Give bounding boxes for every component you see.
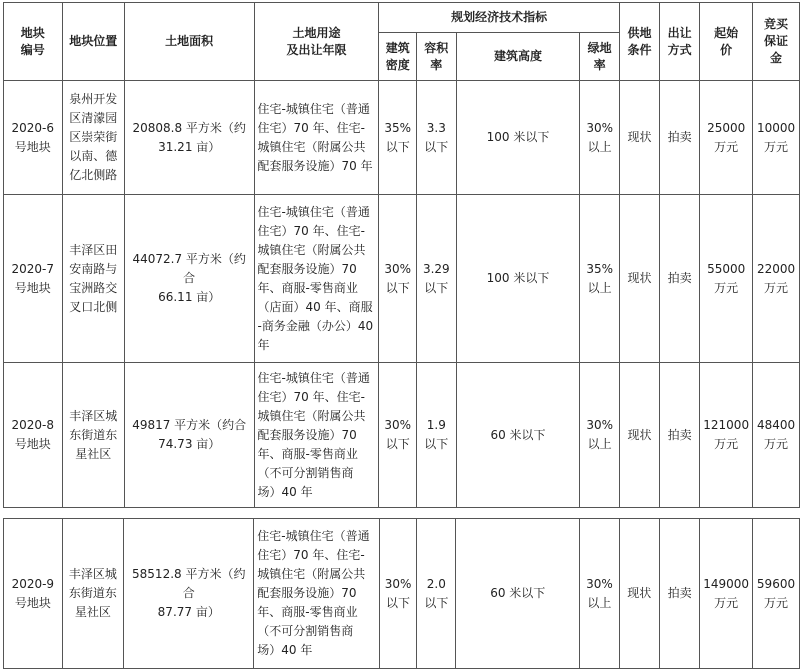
parcel-height: 100 米以下	[456, 81, 580, 195]
parcel-deposit: 10000 万元	[753, 81, 800, 195]
header-supply-condition: 供地 条件	[619, 3, 659, 81]
parcel-green: 30% 以上	[580, 363, 619, 508]
parcel-land-use: 住宅-城镇住宅（普通 住宅）70 年、住宅- 城镇住宅（附属公共 配套服务设施）70 年、商服-零售商业 （店面）40 年、商服 -商务金融（办公）40 年	[254, 195, 379, 363]
header-parcel-id: 地块 编号	[4, 3, 63, 81]
parcel-method: 拍卖	[660, 363, 700, 508]
header-planning-indicators: 规划经济技术指标	[379, 3, 620, 33]
parcel-deposit: 22000 万元	[753, 195, 800, 363]
parcel-supply: 现状	[619, 519, 659, 669]
parcel-method: 拍卖	[659, 519, 699, 669]
header-building-height: 建筑高度	[456, 33, 580, 81]
parcel-method: 拍卖	[660, 81, 700, 195]
parcel-height: 60 米以下	[456, 519, 580, 669]
parcel-method: 拍卖	[660, 195, 700, 363]
parcel-area: 44072.7 平方米（约合 66.11 亩）	[124, 195, 254, 363]
header-start-price: 起始 价	[700, 3, 753, 81]
header-land-use: 土地用途 及出让年限	[254, 3, 379, 81]
parcel-start-price: 25000 万元	[700, 81, 753, 195]
parcel-far: 3.3 以下	[417, 81, 457, 195]
parcel-land-use: 住宅-城镇住宅（普通 住宅）70 年、住宅- 城镇住宅（附属公共 配套服务设施）70 年、商服-零售商业 （不可分割销售商 场）40 年	[254, 363, 379, 508]
parcel-density: 30% 以下	[379, 363, 417, 508]
parcel-deposit: 59600 万元	[753, 519, 800, 669]
parcel-height: 60 米以下	[456, 363, 580, 508]
header-transfer-method: 出让 方式	[660, 3, 700, 81]
table-row	[4, 195, 800, 363]
parcel-green: 30% 以上	[580, 519, 620, 669]
parcel-location: 泉州开发 区清濛园 区崇荣街 以南、德 亿北侧路	[62, 81, 124, 195]
parcel-supply: 现状	[619, 363, 659, 508]
parcel-start-price: 55000 万元	[700, 195, 753, 363]
parcel-start-price: 149000 万元	[700, 519, 753, 669]
land-parcel-table	[3, 2, 800, 508]
land-parcel-table-continued	[3, 518, 800, 669]
parcel-density: 30% 以下	[379, 519, 417, 669]
table-row	[4, 81, 800, 195]
parcel-far: 1.9 以下	[417, 363, 457, 508]
parcel-location: 丰泽区城 东街道东 星社区	[62, 363, 124, 508]
header-building-density: 建筑 密度	[379, 33, 417, 81]
parcel-start-price: 121000 万元	[700, 363, 753, 508]
parcel-supply: 现状	[619, 81, 659, 195]
parcel-supply: 现状	[619, 195, 659, 363]
parcel-far: 3.29 以下	[417, 195, 457, 363]
parcel-id: 2020-8 号地块	[4, 363, 63, 508]
parcel-location: 丰泽区城 东街道东 星社区	[62, 519, 124, 669]
parcel-density: 30% 以下	[379, 195, 417, 363]
table-row	[4, 519, 800, 669]
parcel-area: 49817 平方米（约合 74.73 亩）	[124, 363, 254, 508]
parcel-id: 2020-7 号地块	[4, 195, 63, 363]
parcel-density: 35% 以下	[379, 81, 417, 195]
parcel-green: 35% 以上	[580, 195, 619, 363]
header-deposit: 竞买 保证 金	[753, 3, 800, 81]
header-area: 土地面积	[124, 3, 254, 81]
parcel-green: 30% 以上	[580, 81, 619, 195]
parcel-area: 20808.8 平方米（约 31.21 亩）	[124, 81, 254, 195]
parcel-land-use: 住宅-城镇住宅（普通 住宅）70 年、住宅- 城镇住宅（附属公共 配套服务设施）70 年	[254, 81, 379, 195]
parcel-height: 100 米以下	[456, 195, 580, 363]
header-floor-area-ratio: 容积 率	[417, 33, 457, 81]
header-green-ratio: 绿地 率	[580, 33, 619, 81]
parcel-location: 丰泽区田 安南路与 宝洲路交 叉口北侧	[62, 195, 124, 363]
page-gap	[0, 510, 800, 518]
parcel-id: 2020-6 号地块	[4, 81, 63, 195]
table-row	[4, 363, 800, 508]
parcel-id: 2020-9 号地块	[4, 519, 63, 669]
parcel-area: 58512.8 平方米（约合 87.77 亩）	[124, 519, 254, 669]
parcel-land-use: 住宅-城镇住宅（普通 住宅）70 年、住宅- 城镇住宅（附属公共 配套服务设施）70 年、商服-零售商业 （不可分割销售商 场）40 年	[254, 519, 379, 669]
parcel-deposit: 48400 万元	[753, 363, 800, 508]
parcel-far: 2.0 以下	[417, 519, 456, 669]
header-location: 地块位置	[62, 3, 124, 81]
